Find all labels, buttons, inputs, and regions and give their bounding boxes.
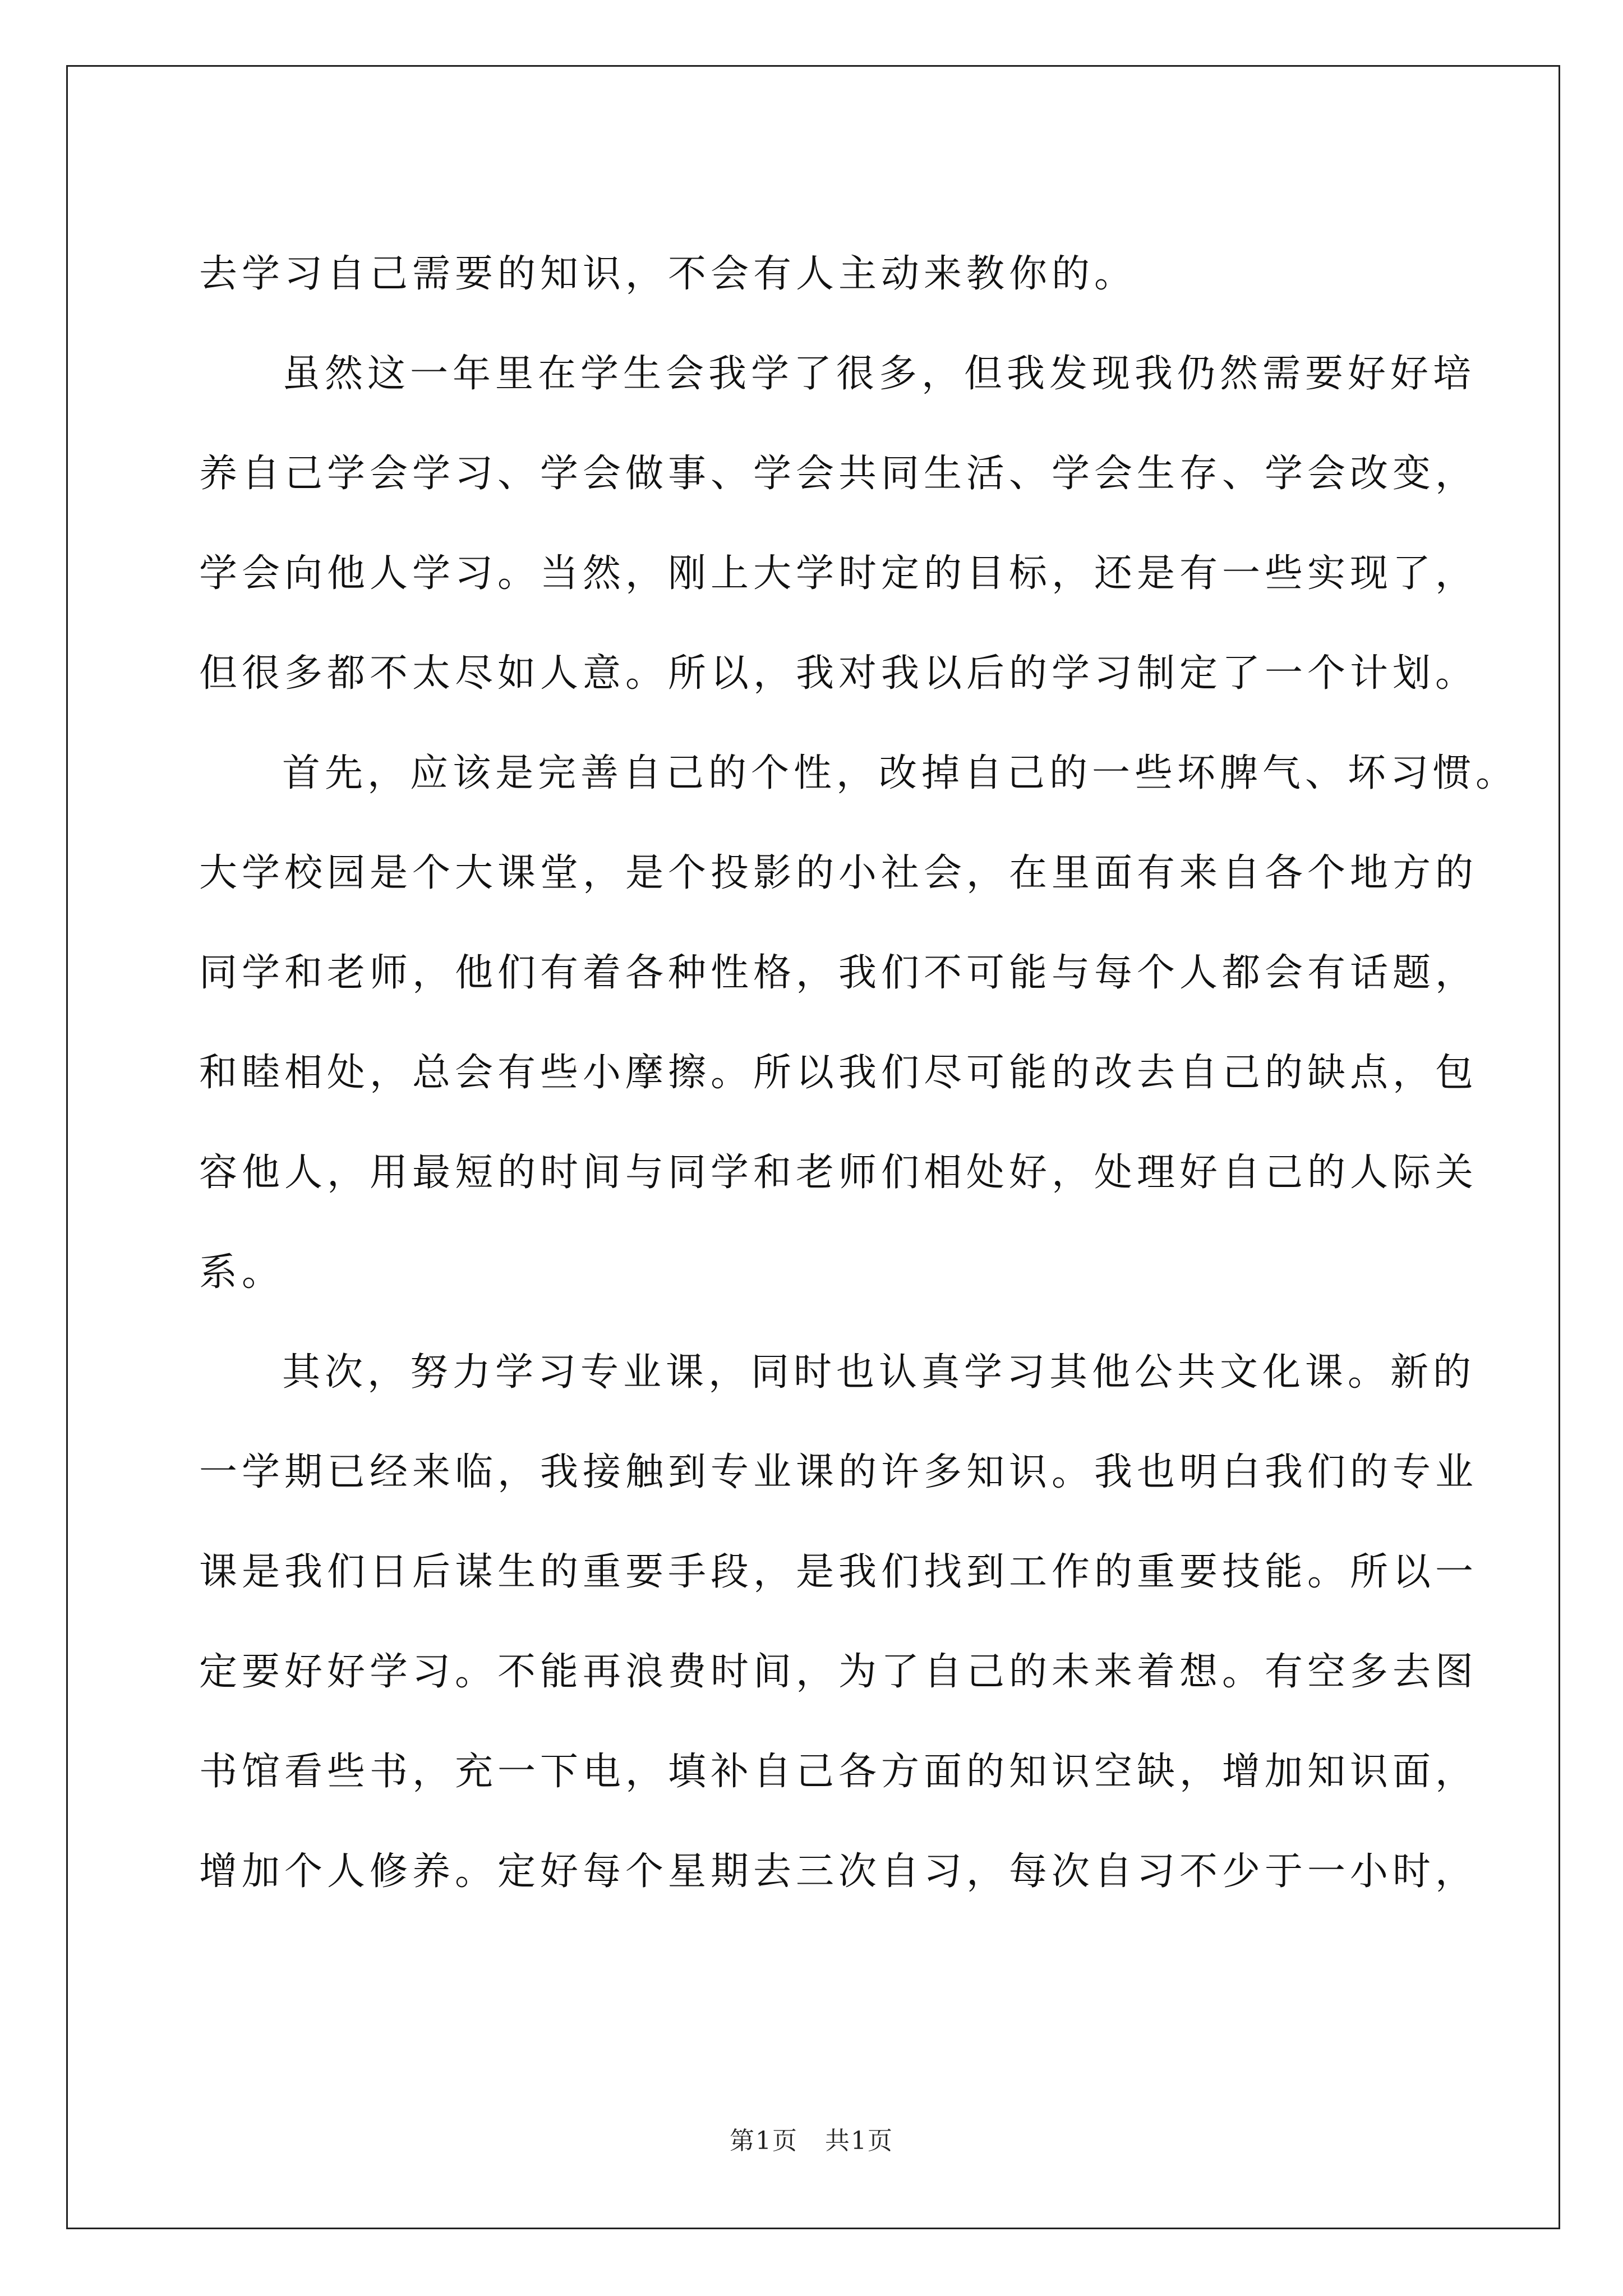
text-line: 书馆看些书，充一下电，填补自己各方面的知识空缺，增加知识面， <box>199 1750 1478 1794</box>
text-line: 学会向他人学习。当然，刚上大学时定的目标，还是有一些实现了， <box>199 551 1478 596</box>
text-line: 同学和老师，他们有着各种性格，我们不可能与每个人都会有话题， <box>199 951 1478 995</box>
text-line: 去学习自己需要的知识，不会有人主动来教你的。 <box>199 252 1137 296</box>
page-total: 共1页 <box>825 2127 893 2155</box>
text-line: 首先，应该是完善自己的个性，改掉自己的一些坏脾气、坏习惯。 <box>282 751 1519 795</box>
text-line: 容他人，用最短的时间与同学和老师们相处好，处理好自己的人际关 <box>199 1151 1478 1195</box>
text-line: 其次，努力学习专业课，同时也认真学习其他公共文化课。新的 <box>282 1350 1476 1395</box>
text-line: 养自己学会学习、学会做事、学会共同生活、学会生存、学会改变， <box>199 452 1478 496</box>
text-line: 但很多都不太尽如人意。所以，我对我以后的学习制定了一个计划。 <box>199 651 1478 696</box>
text-line: 大学校园是个大课堂，是个投影的小社会，在里面有来自各个地方的 <box>199 851 1478 895</box>
text-line: 虽然这一年里在学生会我学了很多，但我发现我仍然需要好好培 <box>282 352 1476 396</box>
page-footer <box>0 2120 1623 2156</box>
text-line: 课是我们日后谋生的重要手段，是我们找到工作的重要技能。所以一 <box>199 1550 1478 1594</box>
text-line: 系。 <box>199 1250 285 1295</box>
text-line: 定要好好学习。不能再浪费时间，为了自己的未来着想。有空多去图 <box>199 1650 1478 1694</box>
text-line: 一学期已经来临，我接触到专业课的许多知识。我也明白我们的专业 <box>199 1450 1478 1494</box>
text-line: 和睦相处，总会有些小摩擦。所以我们尽可能的改去自己的缺点，包 <box>199 1051 1478 1095</box>
document-body <box>199 224 1519 1922</box>
text-line: 增加个人修养。定好每个星期去三次自习，每次自习不少于一小时， <box>199 1849 1478 1894</box>
page-number: 第1页 <box>730 2127 798 2155</box>
